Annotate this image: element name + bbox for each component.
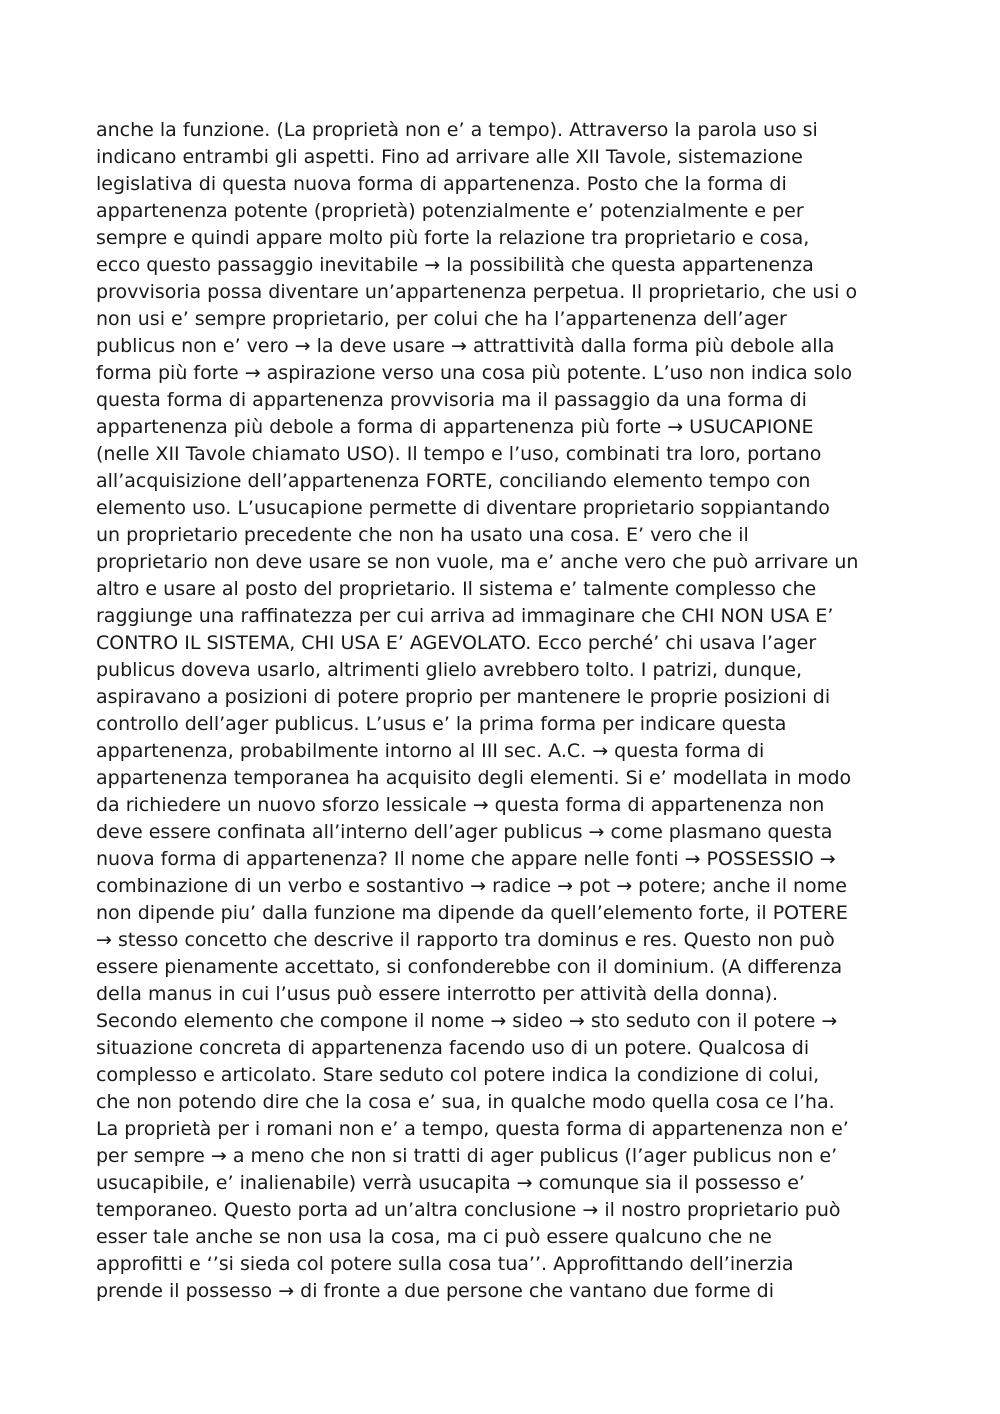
text-line: della manus in cui l’usus può essere interrotto per attività della donna).	[96, 983, 779, 1005]
text-line: aspiravano a posizioni di potere proprio per mantenere le proprie posizioni di	[96, 686, 831, 708]
text-line: non dipende piu’ dalla funzione ma dipende da quell’elemento forte, il POTERE	[96, 902, 848, 924]
text-line: situazione concreta di appartenenza facendo uso di un potere. Qualcosa di	[96, 1037, 810, 1059]
text-line: che non potendo dire che la cosa e’ sua, in qualche modo quella cosa ce l’ha.	[96, 1091, 835, 1113]
text-line: questa forma di appartenenza provvisoria ma il passaggio da una forma di	[96, 389, 807, 411]
text-line: un proprietario precedente che non ha usato una cosa. E’ vero che il	[96, 524, 749, 546]
text-line: non usi e’ sempre proprietario, per colui che ha l’appartenenza dell’ager	[96, 308, 787, 330]
text-line: deve essere confinata all’interno dell’ager publicus → come plasmano questa	[96, 821, 833, 843]
text-line: raggiunge una raffinatezza per cui arriva ad immaginare che CHI NON USA E’	[96, 605, 834, 627]
text-line: (nelle XII Tavole chiamato USO). Il tempo e l’uso, combinati tra loro, portano	[96, 443, 822, 465]
text-line: appartenenza, probabilmente intorno al III sec. A.C. → questa forma di	[96, 740, 765, 762]
text-line: proprietario non deve usare se non vuole, ma e’ anche vero che può arrivare un	[96, 551, 859, 573]
text-line: anche la funzione. (La proprietà non e’ a tempo). Attraverso la parola uso si	[96, 119, 818, 141]
text-line: elemento uso. L’usucapione permette di diventare proprietario soppiantando	[96, 497, 830, 519]
text-line: usucapibile, e’ inalienabile) verrà usucapita → comunque sia il possesso e’	[96, 1172, 805, 1194]
body-text	[96, 117, 926, 1305]
text-line: La proprietà per i romani non e’ a tempo, questa forma di appartenenza non e’	[96, 1118, 849, 1140]
text-line: prende il possesso → di fronte a due persone che vantano due forme di	[96, 1280, 774, 1302]
text-line: CONTRO IL SISTEMA, CHI USA E’ AGEVOLATO. Ecco perché’ chi usava l’ager	[96, 632, 817, 654]
text-line: controllo dell’ager publicus. L’usus e’ la prima forma per indicare questa	[96, 713, 787, 735]
text-line: publicus doveva usarlo, altrimenti glielo avrebbero tolto. I patrizi, dunque,	[96, 659, 802, 681]
text-line: appartenenza potente (proprietà) potenzialmente e’ potenzialmente e per	[96, 200, 804, 222]
text-line: indicano entrambi gli aspetti. Fino ad arrivare alle XII Tavole, sistemazione	[96, 146, 803, 168]
text-line: forma più forte → aspirazione verso una cosa più potente. L’uso non indica solo	[96, 362, 853, 384]
text-line: combinazione di un verbo e sostantivo → radice → pot → potere; anche il nome	[96, 875, 847, 897]
text-line: Secondo elemento che compone il nome → sideo → sto seduto con il potere →	[96, 1010, 838, 1032]
text-line: → stesso concetto che descrive il rapporto tra dominus e res. Questo non può	[96, 929, 835, 951]
text-line: nuova forma di appartenenza? Il nome che appare nelle fonti → POSSESSIO →	[96, 848, 836, 870]
text-line: appartenenza temporanea ha acquisito degli elementi. Si e’ modellata in modo	[96, 767, 852, 789]
text-line: appartenenza più debole a forma di appartenenza più forte → USUCAPIONE	[96, 416, 814, 438]
text-line: approfitti e ‘’si sieda col potere sulla cosa tua’’. Approfittando dell’inerzia	[96, 1253, 794, 1275]
text-line: per sempre → a meno che non si tratti di ager publicus (l’ager publicus non e’	[96, 1145, 838, 1167]
text-line: sempre e quindi appare molto più forte la relazione tra proprietario e cosa,	[96, 227, 810, 249]
text-line: publicus non e’ vero → la deve usare → attrattività dalla forma più debole alla	[96, 335, 835, 357]
text-line: esser tale anche se non usa la cosa, ma ci può essere qualcuno che ne	[96, 1226, 772, 1248]
text-line: provvisoria possa diventare un’appartenenza perpetua. Il proprietario, che usi o	[96, 281, 858, 303]
text-line: all’acquisizione dell’appartenenza FORTE, conciliando elemento tempo con	[96, 470, 811, 492]
text-line: legislativa di questa nuova forma di appartenenza. Posto che la forma di	[96, 173, 787, 195]
text-line: temporaneo. Questo porta ad un’altra conclusione → il nostro proprietario può	[96, 1199, 841, 1221]
text-line: essere pienamente accettato, si confonderebbe con il dominium. (A differenza	[96, 956, 843, 978]
text-line: complesso e articolato. Stare seduto col potere indica la condizione di colui,	[96, 1064, 820, 1086]
text-line: ecco questo passaggio inevitabile → la possibilità che questa appartenenza	[96, 254, 814, 276]
text-line: altro e usare al posto del proprietario. Il sistema e’ talmente complesso che	[96, 578, 817, 600]
text-line: da richiedere un nuovo sforzo lessicale → questa forma di appartenenza non	[96, 794, 825, 816]
